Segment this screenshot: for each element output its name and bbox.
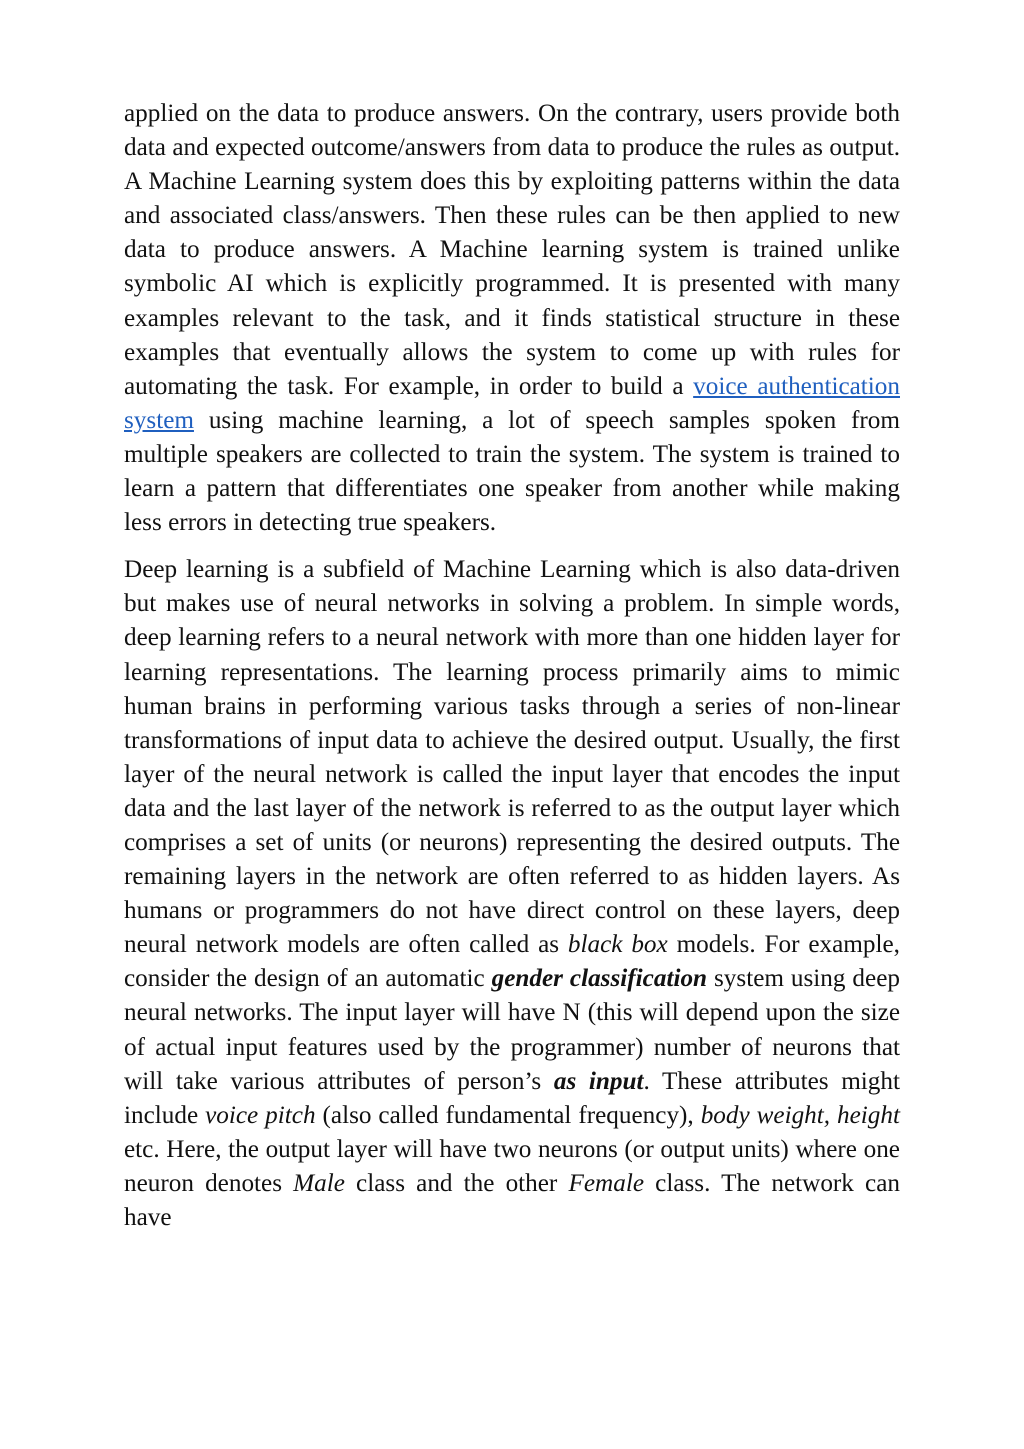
paragraph-text: . These attributes might include <box>124 1067 900 1129</box>
emphasis-female: Female <box>568 1169 644 1197</box>
emphasis-black-box: black box <box>567 931 668 959</box>
emphasis-male: Male <box>293 1169 345 1197</box>
paragraph-text: etc. Here, the output layer will have two neurons (or output units) where one neuron denotes <box>124 1135 900 1197</box>
paragraph-text: applied on the data to produce answers. On the contrary, users provide both data and expected outcome/answers from data to produce the rules as output. A Machine Learning system does this by exploiting patterns within the data and associated class/answers. Then these rules can be then applied to new data to produce answers. A Machine learning system is trained unlike symbolic AI which is explicitly programmed. It is presented with many examples relevant to the task, and it finds statistical structure in these examples that eventually allows the system to come up with rules for automating the task. For example, in order to build a <box>124 100 900 400</box>
paragraph-text: Deep learning is a subfield of Machine Learning which is also data-driven but makes use of neural networks in solving a problem. In simple words, deep learning refers to a neural network with more than one hidden layer for learning representations. The learning process primarily aims to mimic human brains in performing various tasks through a series of non-linear transformations of input data to achieve the desired output. Usually, the first layer of the neural network is called the input layer that encodes the input data and the last layer of the network is referred to as the output layer which comprises a set of units (or neurons) representing the desired outputs. The remaining layers in the network are often referred to as hidden layers. As humans or programmers do not have direct control on these layers, deep neural network models are often called as <box>124 556 900 959</box>
paragraph-text: using machine learning, a lot of speech samples spoken from multiple speakers are collected to train the system. The system is trained to learn a pattern that differentiates one speaker from another while making less errors in detecting true speakers. <box>124 406 900 537</box>
voice-authentication-link[interactable]: voice authentication system <box>124 372 900 434</box>
paragraph-text: class and the other <box>344 1169 569 1197</box>
paragraph-text: system using deep neural networks. The input layer will have N (this will depend upon the size of actual input features used by the programmer) number of neurons that will take various attributes of person’s <box>124 965 900 1095</box>
paragraph-text: models. For example, consider the design of an automatic <box>124 931 900 993</box>
paragraph-deep-learning <box>124 553 900 1235</box>
emphasis-as-input: as input <box>553 1067 644 1095</box>
emphasis-gender-classification: gender classification <box>491 965 708 993</box>
paragraph-text: (also called fundamental frequency), <box>315 1101 701 1129</box>
emphasis-body-weight-height: body weight, height <box>700 1101 900 1129</box>
document-page <box>124 97 900 1248</box>
paragraph-machine-learning <box>124 97 900 540</box>
emphasis-voice-pitch: voice pitch <box>205 1101 316 1129</box>
paragraph-text: class. The network can have <box>124 1169 900 1231</box>
